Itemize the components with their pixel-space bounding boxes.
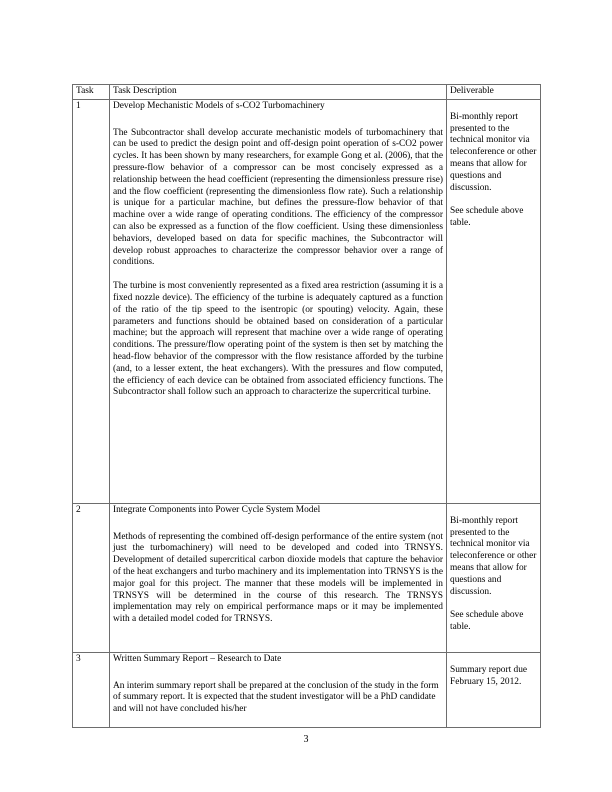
deliverable-text: Bi-monthly report presented to the technical monitor via teleconference or other means that allow for questions and discussion. — [450, 111, 537, 193]
deliverable-schedule-note: See schedule above table. — [450, 610, 524, 633]
deliverable-text: Bi-monthly report presented to the technical monitor via teleconference or other means that allow for questions and discussion. — [450, 515, 537, 597]
task-description-cell — [110, 99, 447, 503]
deliverable-cell — [447, 503, 541, 652]
task-table — [72, 84, 541, 728]
task-paragraph: Methods of representing the combined off-design performance of the entire system (not just the turbomachinery) will need to be developed and coded into TRNSYS. Development of detailed supercritical carbon dioxide models that capture the behavior of the heat exchangers and turbo machinery and its implementation into TRNSYS is the major goal for this project. The manner that these models will be implemented in TRNSYS will be determined in the course of this research. The TRNSYS implementation may rely on empirical performance maps or it may be implemented with a detailed model coded for TRNSYS. — [113, 531, 443, 625]
task-description-cell — [110, 652, 447, 727]
header-task: Task — [73, 85, 110, 100]
task-paragraph: The turbine is most conveniently represented as a fixed area restriction (assuming it is a fixed nozzle device). The efficiency of the turbine is adequately captured as a function of the ratio of the tip speed to the isentropic (or spouting) velocity. Again, these parameters and functions should be obtained based on consideration of a particular machine; but the approach will represent that machine over a wide range of operating conditions. The pressure/flow operating point of the system is then set by matching the head-flow behavior of the compressor with the flow resistance afforded by the turbine (and, to a lesser extent, the heat exchangers). With the pressures and flow computed, the efficiency of each device can be obtained from associated efficiency functions. The Subcontractor shall follow such an approach to characterize the supercritical turbine. — [113, 281, 443, 398]
table-header-row — [73, 85, 541, 100]
task-description-cell — [110, 503, 447, 652]
task-title: Integrate Components into Power Cycle System Model — [113, 504, 321, 515]
deliverable-text: Summary report due February 15, 2012. — [450, 664, 528, 687]
task-title: Develop Mechanistic Models of s-CO2 Turbomachinery — [113, 100, 325, 111]
page-number: 3 — [303, 734, 309, 745]
deliverable-cell — [447, 652, 541, 727]
table-row — [73, 652, 541, 727]
task-title: Written Summary Report – Research to Date — [113, 653, 282, 664]
table-row — [73, 503, 541, 652]
header-deliverable: Deliverable — [447, 85, 541, 100]
header-task-description: Task Description — [110, 85, 447, 100]
task-paragraph: The Subcontractor shall develop accurate mechanistic models of turbomachinery that can be used to predict the design point and off-design point operation of s-CO2 power cycles. It has been shown by many researchers, for example Gong et al. (2006), that the pressure-flow behavior of a compressor can be most concisely expressed as a relationship between the head coefficient (representing the dimensionless pressure rise) and the flow coefficient (representing the dimensionless flow rate). Such a relationship is unique for a particular machine, but defines the pressure-flow behavior of that machine over a wide range of operating conditions. The efficiency of the compressor can also be expressed as a function of the flow coefficient. Using these dimensionless behaviors, developed based on data for specific machines, the Subcontractor will develop robust approaches to characterize the compressor behavior over a range of conditions. — [113, 127, 443, 268]
table-row — [73, 99, 541, 503]
deliverable-schedule-note: See schedule above table. — [450, 206, 524, 229]
task-number: 1 — [73, 99, 110, 503]
deliverable-cell — [447, 99, 541, 503]
task-number: 2 — [73, 503, 110, 652]
task-paragraph: An interim summary report shall be prepared at the conclusion of the study in the form of summary report. It is expected that the student investigator will be a PhD candidate and will not have concluded his/her — [113, 680, 439, 715]
task-number: 3 — [73, 652, 110, 727]
